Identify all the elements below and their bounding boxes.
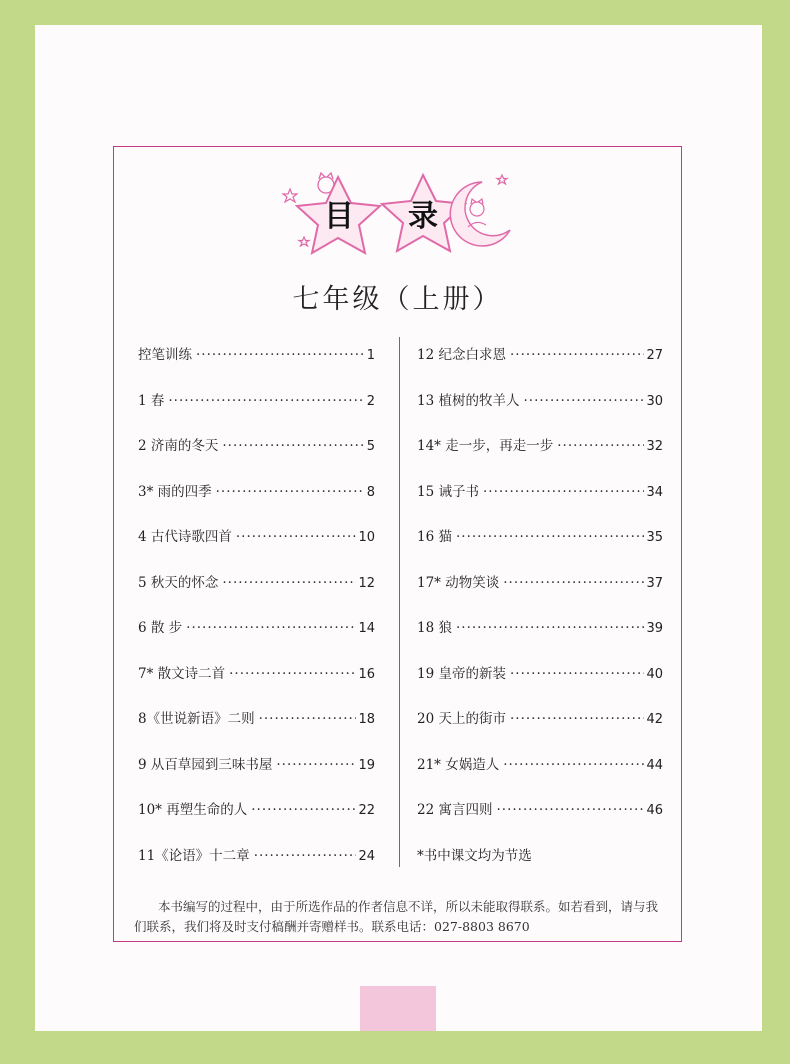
toc-entry[interactable]: [417, 753, 663, 799]
toc-entry-page: 32: [646, 439, 663, 454]
toc-entry-page: 24: [358, 848, 375, 864]
toc-leader-dots: [222, 438, 364, 454]
toc-entry[interactable]: [138, 662, 375, 708]
toc-entry-page: 22: [358, 803, 375, 818]
toc-entry[interactable]: [417, 662, 663, 708]
footer-text: 本书编写的过程中，由于所选作品的作者信息不详，所以未能取得联系。如若看到，请与我们联系，我们将及时支付稿酬并寄赠样书。联系电话：027-8803 8670: [134, 899, 659, 934]
toc-entry-page: 19: [358, 757, 375, 773]
excerpt-note: *书中课文均为节选: [417, 847, 532, 864]
column-divider: [399, 337, 400, 867]
toc-entry-page: 44: [646, 757, 663, 773]
toc-frame: [113, 146, 682, 942]
toc-entry-page: 39: [646, 621, 663, 636]
toc-entry[interactable]: [138, 389, 375, 435]
toc-leader-dots: [236, 529, 357, 545]
toc-entry-page: 2: [366, 393, 375, 409]
toc-leader-dots: [251, 802, 356, 818]
toc-leader-dots: [196, 347, 365, 363]
toc-leader-dots: [229, 666, 356, 682]
toc-entry-page: 37: [646, 575, 663, 591]
toc-entry-page: 14: [358, 621, 375, 636]
toc-entry-title: 12 纪念白求恩: [417, 347, 506, 363]
toc-leader-dots: [254, 848, 357, 864]
toc-entry-page: 46: [646, 803, 663, 818]
toc-entry-title: 15 诫子书: [417, 483, 479, 500]
toc-leader-dots: [186, 620, 356, 636]
toc-entry-page: 5: [366, 439, 375, 454]
toc-entry-title: 13 植树的牧羊人: [417, 392, 520, 409]
toc-entry-title: 19 皇帝的新装: [417, 665, 506, 682]
toc-leader-dots: [259, 711, 357, 727]
toc-leader-dots: [523, 393, 644, 409]
toc-entry[interactable]: [138, 753, 375, 799]
toc-leader-dots: [510, 666, 644, 682]
toc-entry-title: 20 天上的街市: [417, 711, 506, 727]
toc-entry[interactable]: [417, 571, 663, 617]
toc-entry-title: 6 散 步: [138, 620, 183, 636]
toc-entry-title: 14* 走一步，再走一步: [417, 438, 554, 454]
toc-entry[interactable]: [417, 616, 663, 662]
toc-entry[interactable]: [417, 525, 663, 571]
toc-entry[interactable]: [138, 707, 375, 753]
toc-entry-title: 9 从百草园到三味书屋: [138, 756, 273, 773]
toc-entry-title: 17* 动物笑谈: [417, 574, 500, 591]
footer-notice: [134, 897, 669, 937]
toc-entry-page: 10: [358, 530, 375, 545]
right-column: [417, 343, 663, 889]
toc-leader-dots: [483, 484, 644, 500]
toc-entry[interactable]: [417, 343, 663, 389]
toc-entry[interactable]: [138, 480, 375, 526]
toc-leader-dots: [496, 802, 644, 818]
toc-entry-title: 1 春: [138, 392, 165, 409]
toc-entry[interactable]: [138, 343, 375, 389]
toc-entry[interactable]: [417, 480, 663, 526]
toc-entry-title: 7* 散文诗二首: [138, 665, 226, 682]
toc-entry-title: 21* 女娲造人: [417, 756, 500, 773]
toc-entry-title: 10* 再塑生命的人: [138, 802, 248, 818]
toc-leader-dots: [456, 529, 644, 545]
toc-entry-page: 12: [358, 575, 375, 591]
toc-entry-title: 4 古代诗歌四首: [138, 529, 232, 545]
toc-entry-title: 2 济南的冬天: [138, 438, 219, 454]
toc-entry[interactable]: [417, 798, 663, 844]
toc-entry-title: 18 狼: [417, 620, 452, 636]
toc-leader-dots: [276, 757, 356, 773]
toc-leader-dots: [168, 393, 364, 409]
grade-subtitle: 七年级（上册）: [292, 284, 503, 315]
toc-entry-page: 16: [358, 666, 375, 682]
toc-entry-page: 40: [646, 666, 663, 682]
toc-entry-title: 3* 雨的四季: [138, 483, 212, 500]
toc-entry-page: 8: [366, 484, 375, 500]
toc-entry-title: 5 秋天的怀念: [138, 574, 219, 591]
toc-entry[interactable]: [417, 434, 663, 480]
toc-leader-dots: [557, 438, 644, 454]
toc-entry-page: 27: [646, 348, 663, 363]
title-decoration-icon: [282, 167, 522, 257]
page: [35, 25, 762, 1031]
toc-entry-page: 30: [646, 393, 663, 409]
toc-entry-page: 18: [358, 712, 375, 727]
toc-leader-dots: [216, 484, 365, 500]
toc-entry[interactable]: [417, 389, 663, 435]
toc-entry-page: 34: [646, 484, 663, 500]
toc-entry[interactable]: [138, 571, 375, 617]
toc-entry[interactable]: [138, 798, 375, 844]
toc-entry-title: 控笔训练: [138, 347, 192, 363]
toc-entry[interactable]: [138, 525, 375, 571]
toc-entry-title: 22 寓言四则: [417, 802, 493, 818]
toc-leader-dots: [503, 575, 644, 591]
toc-leader-dots: [510, 347, 644, 363]
heading-char-2: 录: [408, 199, 438, 234]
toc-leader-dots: [510, 711, 644, 727]
toc-entry[interactable]: [417, 707, 663, 753]
toc-entry-page: 42: [646, 712, 663, 727]
page-tab: [360, 986, 436, 1031]
toc-entry-title: 8《世说新语》二则: [138, 711, 255, 727]
toc-entry[interactable]: [138, 616, 375, 662]
toc-leader-dots: [503, 757, 644, 773]
toc-leader-dots: [456, 620, 644, 636]
toc-entry-title: 16 猫: [417, 529, 452, 545]
heading-char-1: 目: [324, 199, 354, 234]
toc-entry[interactable]: [138, 434, 375, 480]
toc-entry[interactable]: [138, 844, 375, 890]
toc-leader-dots: [222, 575, 356, 591]
left-column: [138, 343, 375, 889]
toc-entry-title: 11《论语》十二章: [138, 847, 250, 864]
toc-entry-page: 1: [366, 348, 375, 363]
toc-entry-page: 35: [646, 530, 663, 545]
